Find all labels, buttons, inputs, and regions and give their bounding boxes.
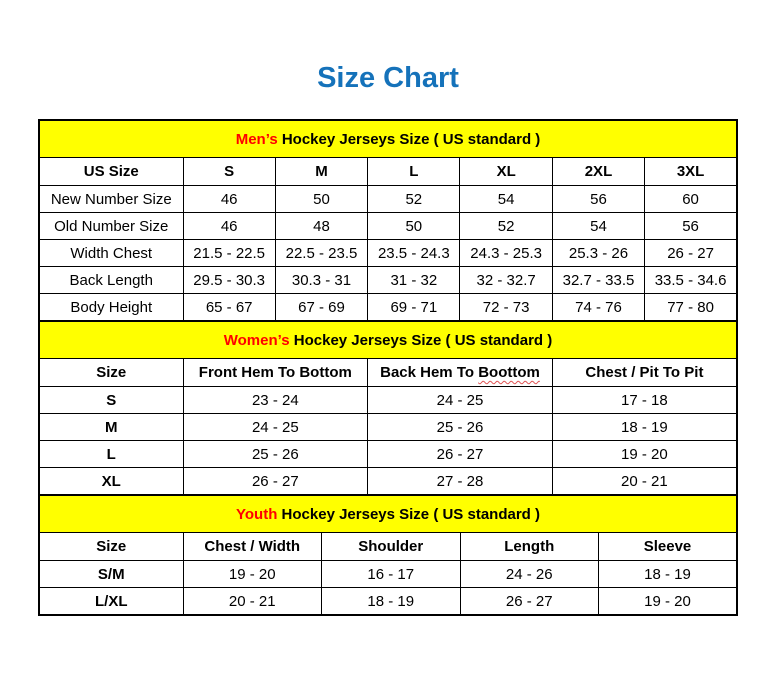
data-cell: 77 - 80 <box>645 294 737 322</box>
section-heading-text: Hockey Jerseys Size ( US standard ) <box>277 130 541 148</box>
table-row <box>39 240 737 267</box>
table-row <box>39 267 737 294</box>
data-cell: 23 - 24 <box>183 387 368 414</box>
row-label: L/XL <box>39 588 183 616</box>
row-label: Old Number Size <box>39 213 183 240</box>
data-cell: 52 <box>460 213 552 240</box>
table-row <box>39 588 737 616</box>
row-label: New Number Size <box>39 186 183 213</box>
column-header: Length <box>460 533 599 561</box>
table-row <box>39 441 737 468</box>
data-cell: 20 - 21 <box>183 588 322 616</box>
data-cell: 19 - 20 <box>552 441 737 468</box>
data-cell: 22.5 - 23.5 <box>275 240 367 267</box>
data-cell: 72 - 73 <box>460 294 552 322</box>
data-cell: 24 - 25 <box>368 387 553 414</box>
data-cell: 19 - 20 <box>183 561 322 588</box>
data-cell: 56 <box>645 213 737 240</box>
data-cell: 25.3 - 26 <box>552 240 644 267</box>
row-label: L <box>39 441 183 468</box>
misspelled-word: Boottom <box>478 364 540 381</box>
column-header: Size <box>39 359 183 387</box>
column-header: L <box>368 158 460 186</box>
data-cell: 69 - 71 <box>368 294 460 322</box>
column-header: Size <box>39 533 183 561</box>
section-heading-highlight: Women’s <box>223 331 290 349</box>
size-table-youth <box>38 494 738 616</box>
data-cell: 26 - 27 <box>368 441 553 468</box>
section-heading-text: Hockey Jerseys Size ( US standard ) <box>289 331 553 349</box>
row-label: S <box>39 387 183 414</box>
row-label: S/M <box>39 561 183 588</box>
row-label: M <box>39 414 183 441</box>
data-cell: 50 <box>368 213 460 240</box>
table-row <box>39 213 737 240</box>
row-label: Back Length <box>39 267 183 294</box>
table-row <box>39 294 737 322</box>
data-cell: 20 - 21 <box>552 468 737 496</box>
data-cell: 32 - 32.7 <box>460 267 552 294</box>
column-header-row <box>39 533 737 561</box>
data-cell: 24 - 26 <box>460 561 599 588</box>
data-cell: 32.7 - 33.5 <box>552 267 644 294</box>
data-cell: 26 - 27 <box>645 240 737 267</box>
data-cell: 18 - 19 <box>552 414 737 441</box>
section-heading-highlight: Youth <box>236 505 278 523</box>
table-row <box>39 561 737 588</box>
column-header: XL <box>460 158 552 186</box>
column-header: M <box>275 158 367 186</box>
data-cell: 60 <box>645 186 737 213</box>
data-cell: 26 - 27 <box>183 468 368 496</box>
data-cell: 18 - 19 <box>599 561 738 588</box>
column-header: Shoulder <box>322 533 461 561</box>
table-row <box>39 468 737 496</box>
data-cell: 27 - 28 <box>368 468 553 496</box>
column-header: 2XL <box>552 158 644 186</box>
column-header: Sleeve <box>599 533 738 561</box>
column-header-row <box>39 359 737 387</box>
data-cell: 48 <box>275 213 367 240</box>
data-cell: 26 - 27 <box>460 588 599 616</box>
section-heading-text: Hockey Jerseys Size ( US standard ) <box>277 505 540 523</box>
section-heading-highlight: Men’s <box>235 130 278 148</box>
data-cell: 56 <box>552 186 644 213</box>
data-cell: 21.5 - 22.5 <box>183 240 275 267</box>
table-row <box>39 387 737 414</box>
row-label: XL <box>39 468 183 496</box>
section-heading-men <box>39 120 737 158</box>
column-header: Back Hem To Boottom <box>368 359 553 387</box>
data-cell: 31 - 32 <box>368 267 460 294</box>
data-cell: 17 - 18 <box>552 387 737 414</box>
column-header: Chest / Pit To Pit <box>552 359 737 387</box>
section-heading-youth <box>39 495 737 533</box>
size-chart-tables <box>38 119 738 616</box>
data-cell: 29.5 - 30.3 <box>183 267 275 294</box>
data-cell: 30.3 - 31 <box>275 267 367 294</box>
data-cell: 23.5 - 24.3 <box>368 240 460 267</box>
section-heading-women <box>39 321 737 359</box>
row-label: Width Chest <box>39 240 183 267</box>
column-header: S <box>183 158 275 186</box>
column-header: Chest / Width <box>183 533 322 561</box>
size-table-women <box>38 320 738 496</box>
data-cell: 52 <box>368 186 460 213</box>
data-cell: 67 - 69 <box>275 294 367 322</box>
data-cell: 54 <box>552 213 644 240</box>
table-row <box>39 414 737 441</box>
data-cell: 19 - 20 <box>599 588 738 616</box>
page-title: Size Chart <box>317 62 459 94</box>
data-cell: 46 <box>183 186 275 213</box>
data-cell: 24.3 - 25.3 <box>460 240 552 267</box>
table-row <box>39 186 737 213</box>
row-label: Body Height <box>39 294 183 322</box>
size-table-men <box>38 119 738 322</box>
data-cell: 54 <box>460 186 552 213</box>
data-cell: 33.5 - 34.6 <box>645 267 737 294</box>
data-cell: 25 - 26 <box>368 414 553 441</box>
data-cell: 65 - 67 <box>183 294 275 322</box>
data-cell: 50 <box>275 186 367 213</box>
data-cell: 74 - 76 <box>552 294 644 322</box>
column-header: US Size <box>39 158 183 186</box>
column-header: 3XL <box>645 158 737 186</box>
data-cell: 24 - 25 <box>183 414 368 441</box>
data-cell: 18 - 19 <box>322 588 461 616</box>
data-cell: 25 - 26 <box>183 441 368 468</box>
column-header-row <box>39 158 737 186</box>
data-cell: 46 <box>183 213 275 240</box>
column-header: Front Hem To Bottom <box>183 359 368 387</box>
data-cell: 16 - 17 <box>322 561 461 588</box>
